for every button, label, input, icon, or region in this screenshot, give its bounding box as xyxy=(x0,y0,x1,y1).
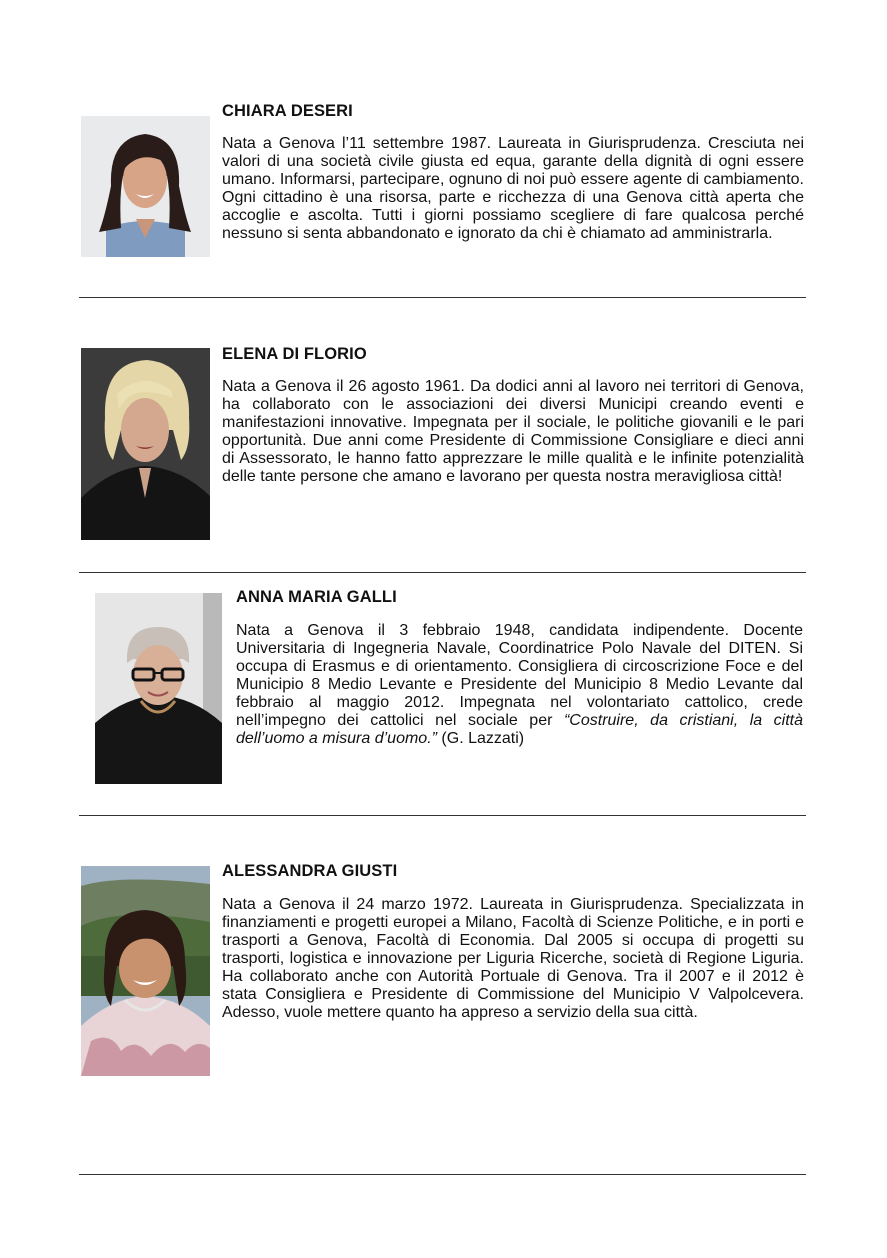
portrait-photo xyxy=(81,866,210,1076)
candidate-name: CHIARA DESERI xyxy=(222,102,353,120)
portrait-photo xyxy=(95,593,222,784)
portrait-photo xyxy=(81,348,210,540)
candidate-name: ALESSANDRA GIUSTI xyxy=(222,862,398,880)
bio-text: Nata a Genova il 3 febbraio 1948, candidata indipendente. Docente Universitaria di Ingegneria Navale, Coordinatrice Polo Navale del DITEN. Si occupa di Erasmus e di orientamento. Consigliera di circoscrizione Foce e del Municipio 8 Medio Levante e Presidente del Municipio 8 Medio Levante dal febbraio al maggio 2012. Impegnata nel volontariato cattolico, crede nell’impegno dei cattolici nel sociale per xyxy=(236,622,803,729)
section-divider xyxy=(79,297,806,298)
quote-author: (G. Lazzati) xyxy=(436,730,525,747)
section-divider xyxy=(79,1174,806,1175)
candidate-bio: Nata a Genova l’11 settembre 1987. Laureata in Giurisprudenza. Cresciuta nei valori di una società civile giusta ed equa, garante della dignità di ogni essere umano. Informarsi, partecipare, ognuno di noi può essere agente di cambiamento. Ogni cittadino è una risorsa, parte e ricchezza di una Genova città aperta che accoglie e ascolta. Tutti i giorni possiamo scegliere di fare qualcosa perché nessuno si senta abbandonato e ignorato da chi è chiamato ad amministrarla. xyxy=(222,135,804,242)
section-divider xyxy=(79,815,806,816)
portrait-photo xyxy=(81,116,210,257)
candidate-bio xyxy=(236,622,803,748)
bio-quote: “Costruire, da cristiani, la città dell’uomo a misura d’uomo.” xyxy=(236,712,804,747)
candidate-name: ANNA MARIA GALLI xyxy=(236,588,397,606)
candidate-bio: Nata a Genova il 24 marzo 1972. Laureata in Giurisprudenza. Specializzata in finanziamenti e progetti europei a Milano, Facoltà di Scienze Politiche, e in porti e trasporti a Genova, Facoltà di Economia. Dal 2005 si occupa di progetti su trasporti, logistica e innovazione per Liguria Ricerche, società di Regione Liguria. Ha collaborato anche con Autorità Portuale di Genova. Tra il 2007 e il 2012 è stata Consigliera e Presidente di Commissione del Municipio V Valpolcevera. Adesso, vuole mettere quanto ha appreso a servizio della sua città. xyxy=(222,896,804,1021)
candidate-bio: Nata a Genova il 26 agosto 1961. Da dodici anni al lavoro nei territori di Genova, ha collaborato con le associazioni dei diversi Municipi creando eventi e manifestazioni innovative. Impegnata per il sociale, le politiche giovanili e le pari opportunità. Due anni come Presidente di Commissione Consigliare e dieci anni di Assessorato, le hanno fatto apprezzare le mille qualità e le infinite potenzialità delle tante persone che amano e lavorano per questa nostra meravigliosa città! xyxy=(222,378,804,485)
section-divider xyxy=(79,572,806,573)
candidate-name: ELENA DI FLORIO xyxy=(222,345,367,363)
